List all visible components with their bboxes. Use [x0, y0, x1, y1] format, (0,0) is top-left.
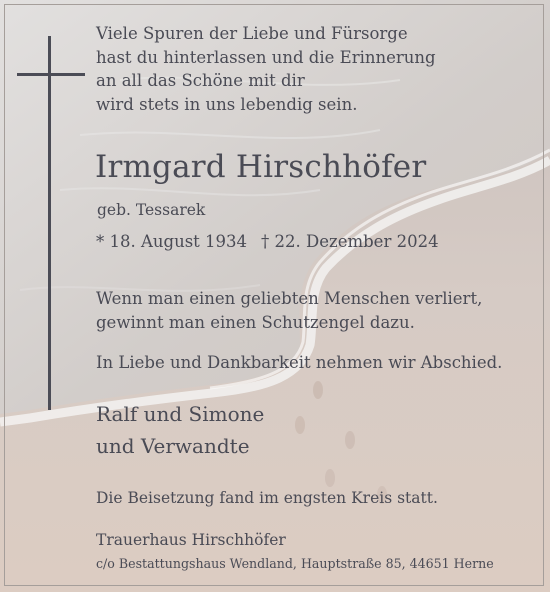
- burial-note: Die Beisetzung fand im engsten Kreis statt.: [96, 489, 438, 507]
- poem-line-1: Viele Spuren der Liebe und Fürsorge: [96, 24, 408, 43]
- mourners-line-2: und Verwandte: [96, 434, 250, 458]
- maiden-name: geb. Tessarek: [97, 201, 206, 219]
- cross-symbol-horizontal-bar: [17, 73, 85, 76]
- mourners-line-1: Ralf und Simone: [96, 402, 265, 426]
- opening-poem: [96, 22, 436, 116]
- life-dates: [96, 231, 439, 253]
- cross-symbol-vertical-bar: [48, 36, 51, 410]
- quote-line-1: Wenn man einen geliebten Menschen verliert,: [96, 289, 483, 308]
- birth-date: * 18. August 1934: [96, 232, 248, 251]
- farewell-text: In Liebe und Dankbarkeit nehmen wir Abschied.: [96, 353, 503, 372]
- funeral-home-name: Trauerhaus Hirschhöfer: [96, 531, 286, 549]
- mourners: [96, 398, 264, 462]
- poem-line-2: hast du hinterlassen und die Erinnerung: [96, 47, 436, 67]
- poem-line-3: an all das Schöne mit dir: [96, 71, 305, 90]
- funeral-home-address: c/o Bestattungshaus Wendland, Hauptstraße 85, 44651 Herne: [96, 556, 494, 571]
- poem-line-4: wird stets in uns lebendig sein.: [96, 94, 358, 114]
- death-date: † 22. Dezember 2024: [261, 232, 439, 251]
- deceased-name: Irmgard Hirschhöfer: [95, 149, 427, 185]
- memorial-quote: [96, 287, 482, 335]
- quote-line-2: gewinnt man einen Schutzengel dazu.: [96, 313, 415, 332]
